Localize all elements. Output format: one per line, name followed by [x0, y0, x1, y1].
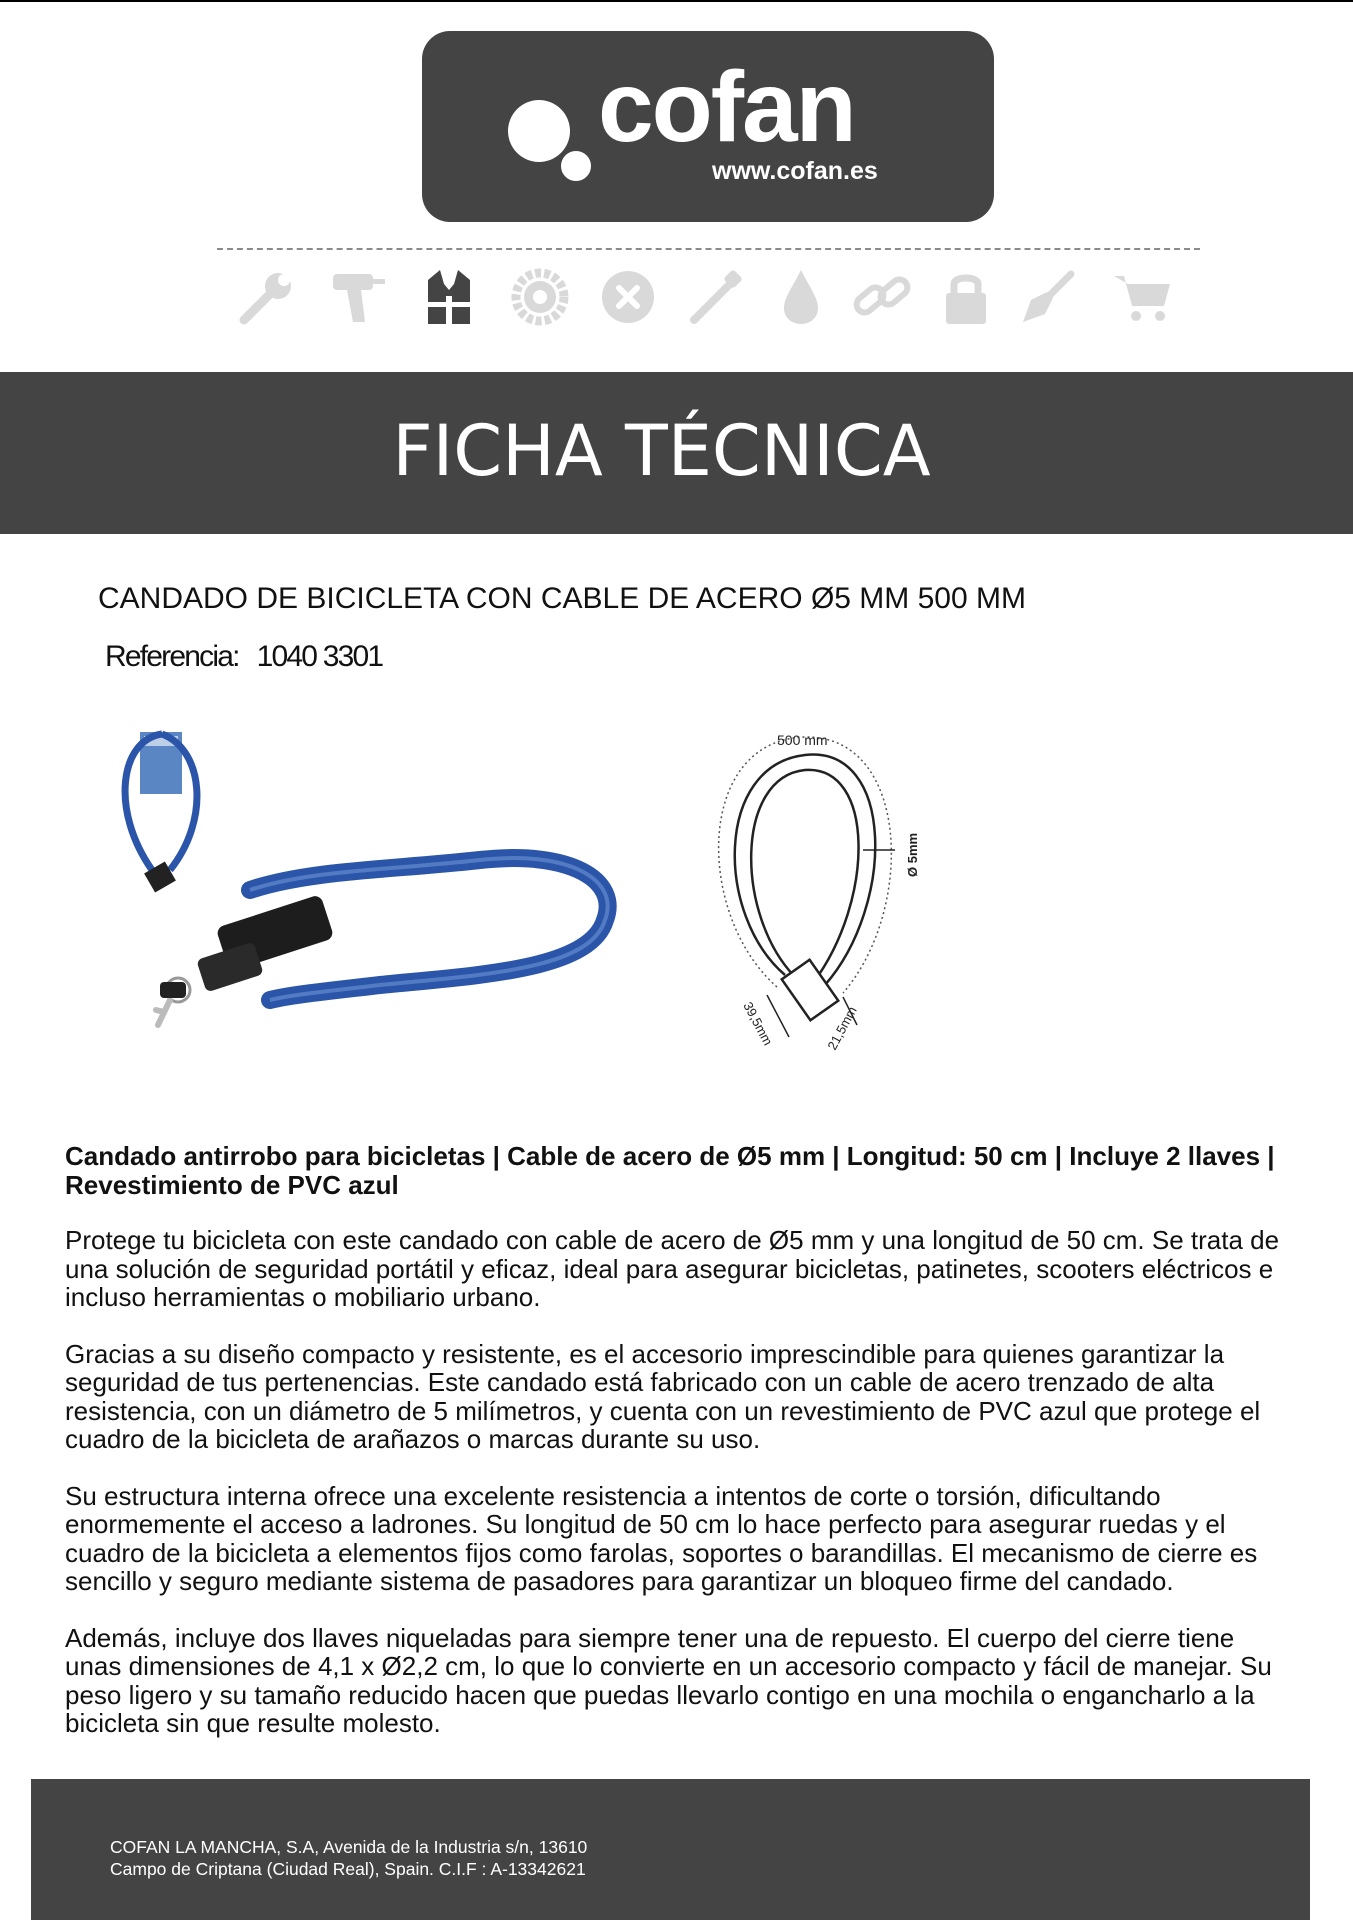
page-title: FICHA TÉCNICA	[392, 410, 931, 492]
body-width-label: 21,5mm	[824, 1003, 860, 1053]
logo-wordmark: cofan	[598, 51, 855, 163]
description-paragraph: Protege tu bicicleta con este candado con cable de acero de Ø5 mm y una longitud de 50 cm. Se trata de una solución de seguridad portátil y eficaz, ideal para asegurar bicicletas, patinetes, scooters eléctricos e incluso herramientas o mobiliario urbano.	[65, 1225, 1280, 1312]
length-label: 500 mm	[777, 732, 828, 748]
category-icon-row	[0, 266, 1353, 336]
product-photo	[100, 720, 620, 1040]
drill-icon	[327, 266, 389, 328]
dashed-divider	[217, 248, 1200, 250]
padlock-icon	[935, 266, 997, 328]
gear-icon	[509, 266, 571, 328]
screw-icon	[684, 266, 746, 328]
cofan-logo	[422, 31, 994, 222]
footer	[31, 1779, 1310, 1920]
trowel-icon	[1017, 266, 1079, 328]
description-paragraph: Su estructura interna ofrece una excelente resistencia a intentos de corte o torsión, dificultando enormemente el acceso a ladrones. Su longitud de 50 cm lo hace perfecto para asegurar ruedas y el cuadro de la bicicleta a elementos fijos como farolas, soportes o barandillas. El mecanismo de cierre es sencillo y seguro mediante sistema de pasadores para garantizar un bloqueo firme del candado.	[65, 1480, 1258, 1596]
drop-icon	[770, 266, 832, 328]
cart-icon	[1112, 266, 1174, 328]
body-length-label: 39,5mm	[740, 999, 776, 1048]
chain-link-icon	[851, 266, 913, 328]
company-address	[110, 1836, 587, 1880]
ficha-tecnica-banner	[0, 372, 1353, 534]
cutting-disc-icon	[597, 266, 659, 328]
dimension-diagram	[695, 725, 935, 1055]
safety-vest-icon	[418, 266, 480, 328]
top-border-line	[0, 0, 1353, 2]
reference-line	[105, 640, 382, 674]
logo-dot-small	[557, 147, 595, 185]
reference-value: 1040 3301	[256, 640, 383, 673]
product-description	[65, 1142, 1295, 1766]
reference-label: Referencia:	[105, 640, 239, 673]
address-line-1: COFAN LA MANCHA, S.A, Avenida de la Industria s/n, 13610	[110, 1837, 588, 1857]
product-subtitle: Candado antirrobo para bicicletas | Cable de acero de Ø5 mm | Longitud: 50 cm | Incluye 2 llaves | Revestimiento de PVC azul	[65, 1141, 1275, 1200]
description-paragraph: Gracias a su diseño compacto y resistente, es el accesorio imprescindible para quienes garantizar la seguridad de tus pertenencias. Este candado está fabricado con un cable de acero trenzado de alta resistencia, con un diámetro de 5 milímetros, y cuenta con un revestimiento de PVC azul que protege el cuadro de la bicicleta de arañazos o marcas durante su uso.	[65, 1338, 1261, 1454]
diameter-label: Ø 5mm	[905, 832, 920, 877]
description-paragraph: Además, incluye dos llaves niqueladas para siempre tener una de repuesto. El cuerpo del cierre tiene unas dimensiones de 4,1 x Ø2,2 cm, lo que lo convierte en un accesorio compacto y fácil de manejar. Su peso ligero y su tamaño reducido hacen que puedas llevarlo contigo en una mochila o engancharlo a la bicicleta sin que resulte molesto.	[65, 1622, 1272, 1738]
logo-url: www.cofan.es	[712, 157, 878, 185]
wrench-icon	[236, 266, 298, 328]
address-line-2: Campo de Criptana (Ciudad Real), Spain. C.I.F : A-13342621	[110, 1859, 586, 1879]
product-title: CANDADO DE BICICLETA CON CABLE DE ACERO Ø5 MM 500 MM	[98, 582, 1026, 615]
